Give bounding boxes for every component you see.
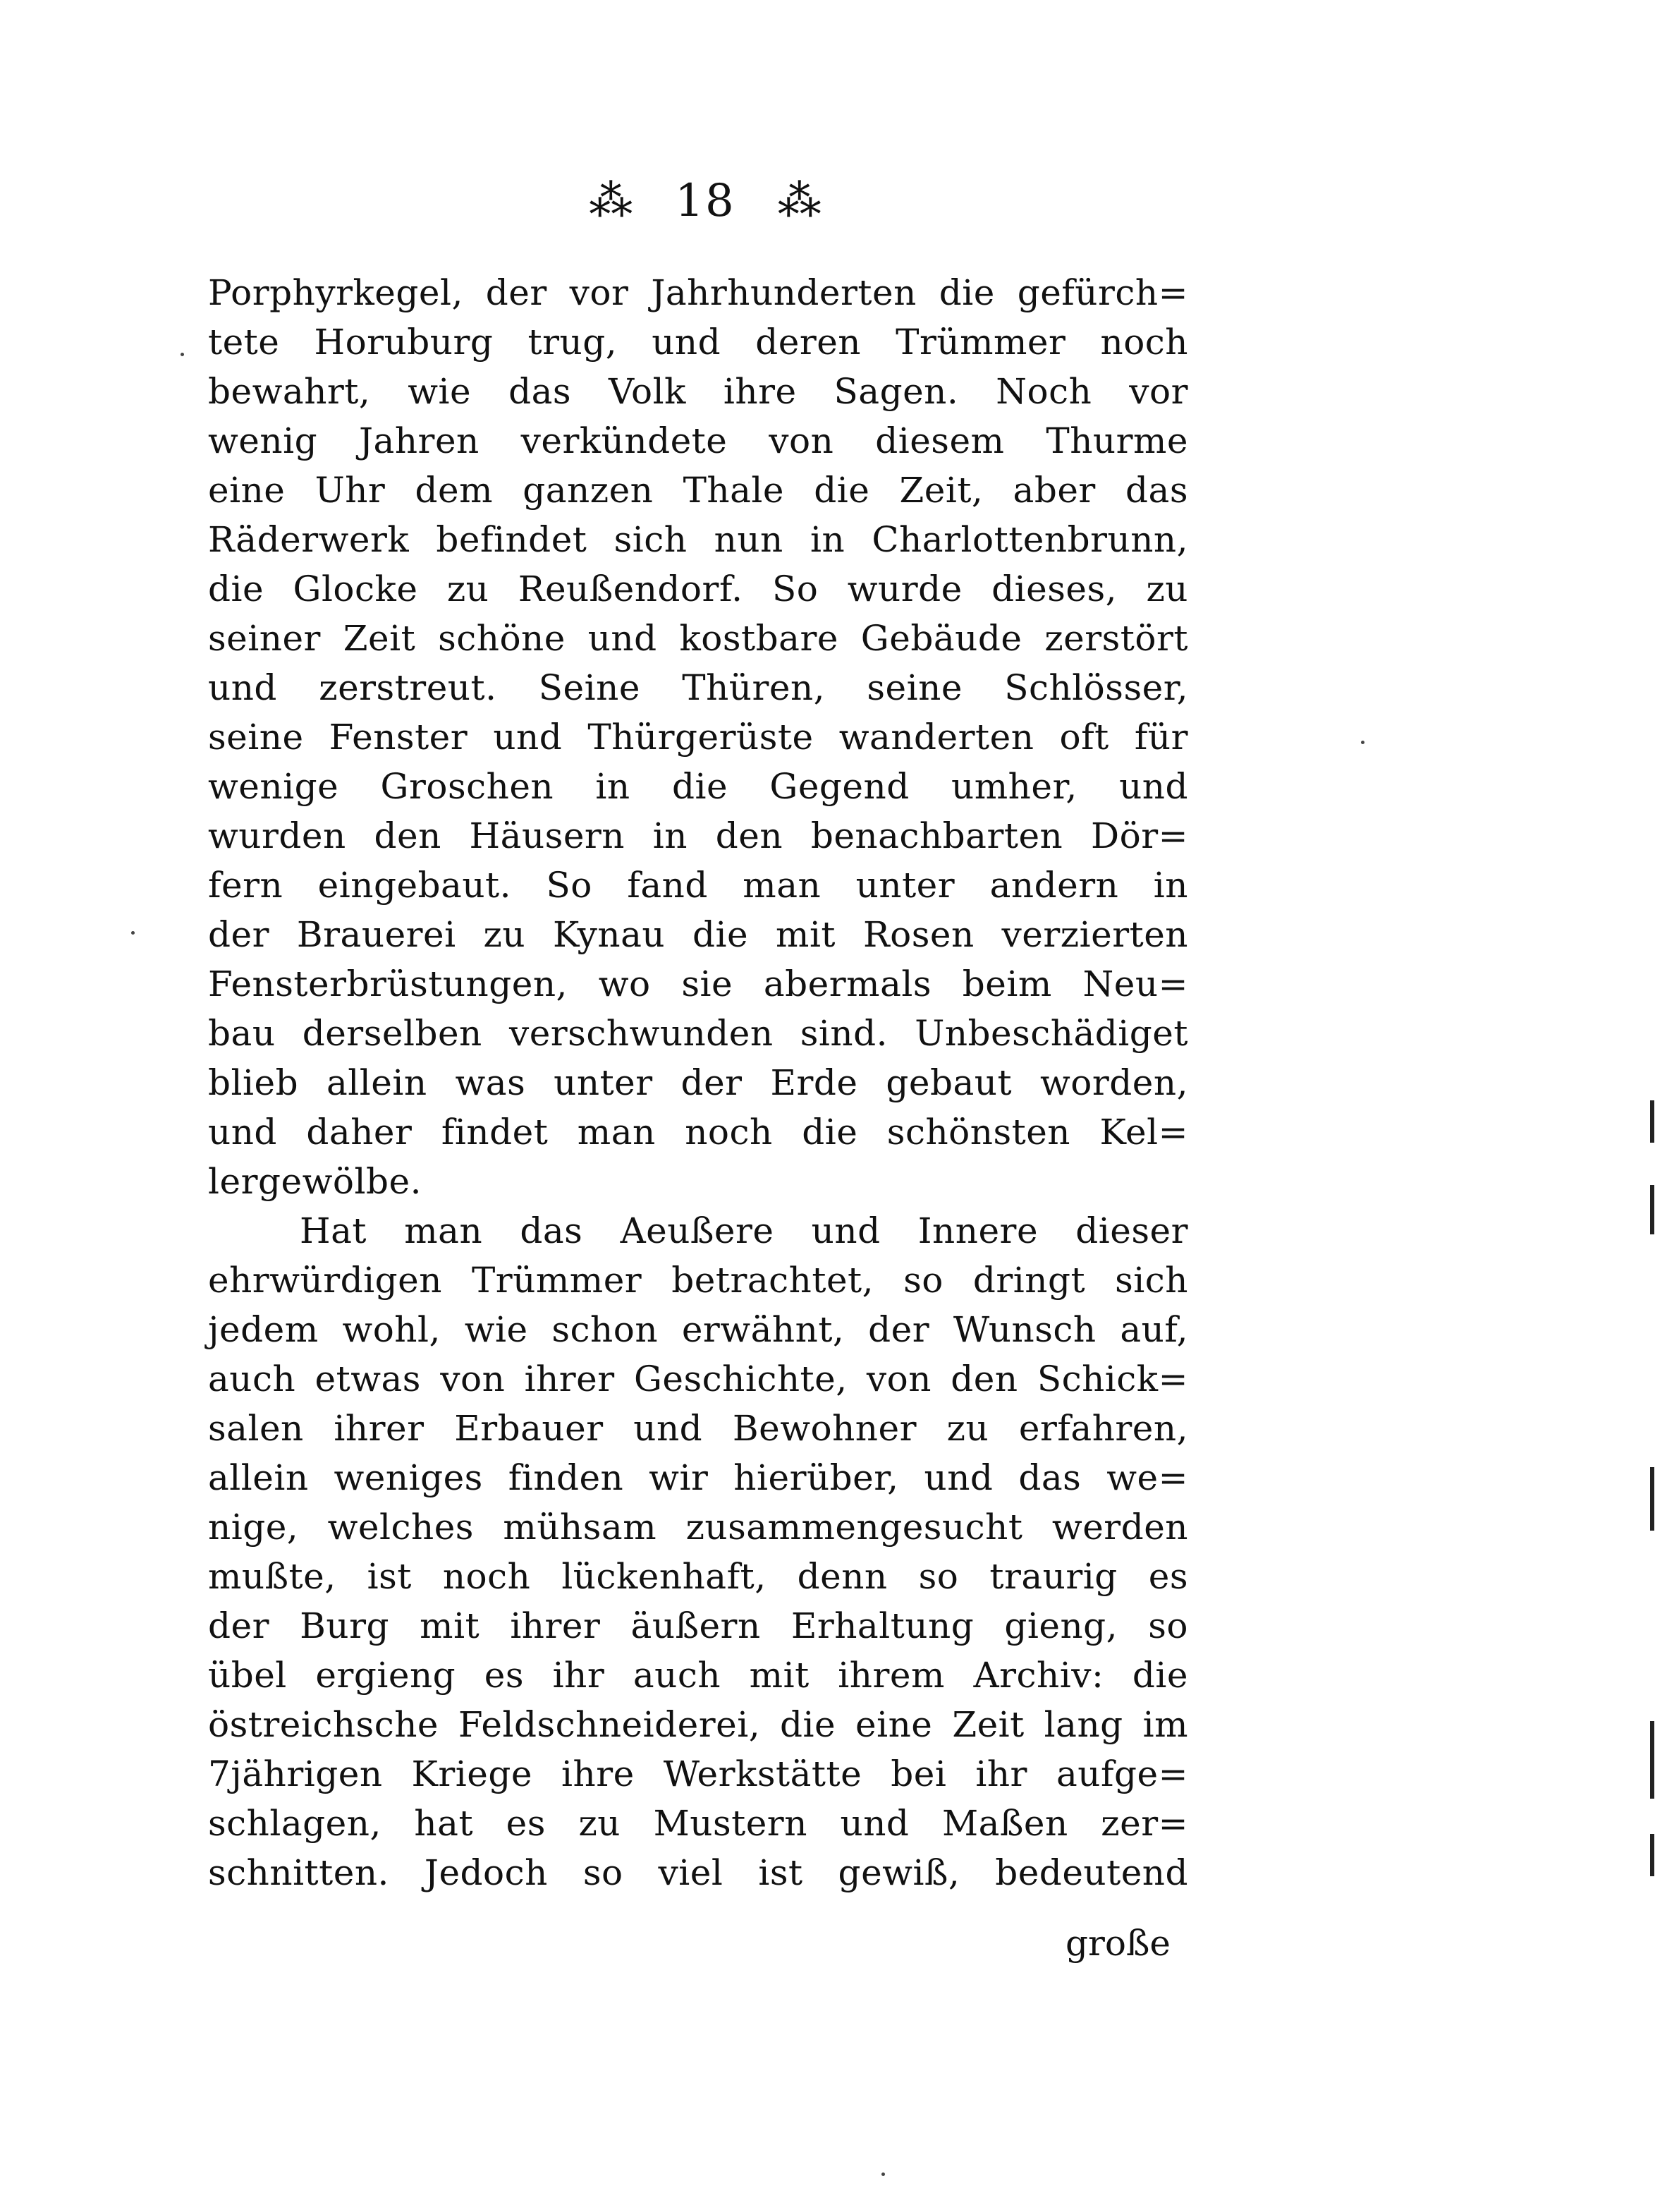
text-line: nige, welches mühsam zusammengesucht werden: [208, 1507, 1188, 1548]
text-line: auch etwas von ihrer Geschichte, von den Schick=: [208, 1359, 1188, 1399]
text-line: allein weniges finden wir hierüber, und das we=: [208, 1457, 1188, 1498]
text-line: östreichsche Feldschneiderei, die eine Zeit lang im: [208, 1704, 1188, 1745]
text-line: bewahrt, wie das Volk ihre Sagen. Noch vor: [208, 371, 1188, 412]
text-line: Räderwerk befindet sich nun in Charlottenbrunn,: [208, 519, 1188, 560]
text-line: 7jährigen Kriege ihre Werkstätte bei ihr aufge=: [208, 1754, 1188, 1794]
text-line: salen ihrer Erbauer und Bewohner zu erfahren,: [208, 1408, 1188, 1449]
text-line: ehrwürdigen Trümmer betrachtet, so dringt sich: [208, 1260, 1188, 1301]
text-line: der Burg mit ihrer äußern Erhaltung gieng, so: [208, 1605, 1188, 1646]
text-line: schlagen, hat es zu Mustern und Maßen zer=: [208, 1803, 1188, 1844]
text-line: seine Fenster und Thürgerüste wanderten oft für: [208, 717, 1188, 758]
left-ornament-icon: ⁂: [589, 175, 633, 226]
scan-speck: [181, 353, 184, 356]
text-line: wurden den Häusern in den benachbarten Dör=: [208, 815, 1188, 856]
text-line: jedem wohl, wie schon erwähnt, der Wunsch auf,: [208, 1309, 1188, 1350]
scan-edge-mark: [1650, 1834, 1654, 1876]
text-line: die Glocke zu Reußendorf. So wurde dieses, zu: [208, 569, 1188, 609]
text-line: Fensterbrüstungen, wo sie abermals beim Neu=: [208, 964, 1188, 1004]
scan-speck: [881, 2172, 885, 2176]
scan-edge-mark: [1650, 1100, 1654, 1143]
text-line: der Brauerei zu Kynau die mit Rosen verzierten: [208, 914, 1188, 955]
text-line: blieb allein was unter der Erde gebaut worden,: [208, 1062, 1188, 1103]
text-line: bau derselben verschwunden sind. Unbeschädiget: [208, 1013, 1188, 1054]
catchword: große: [1065, 1923, 1171, 1964]
text-line: und zerstreut. Seine Thüren, seine Schlösser,: [208, 667, 1188, 708]
text-line: fern eingebaut. So fand man unter andern in: [208, 865, 1188, 906]
scan-edge-mark: [1650, 1467, 1654, 1531]
text-line: wenig Jahren verkündete von diesem Thurme: [208, 420, 1188, 461]
paragraph-start-line: Hat man das Aeußere und Innere dieser: [300, 1210, 1188, 1251]
text-line: eine Uhr dem ganzen Thale die Zeit, aber das: [208, 470, 1188, 511]
right-ornament-icon: ⁂: [777, 175, 822, 226]
text-line: Porphyrkegel, der vor Jahrhunderten die gefürch=: [208, 272, 1188, 313]
scan-edge-mark: [1650, 1185, 1654, 1234]
text-line: mußte, ist noch lückenhaft, denn so traurig es: [208, 1556, 1188, 1597]
text-line: wenige Groschen in die Gegend umher, und: [208, 766, 1188, 807]
text-line: und daher findet man noch die schönsten Kel=: [208, 1112, 1188, 1153]
text-line: übel ergieng es ihr auch mit ihrem Archiv: die: [208, 1655, 1188, 1696]
body-text: [208, 268, 1188, 1897]
page-header: [564, 162, 846, 240]
page-number: 18: [675, 175, 735, 227]
text-line: schnitten. Jedoch so viel ist gewiß, bedeutend: [208, 1852, 1188, 1893]
text-line: tete Horuburg trug, und deren Trümmer noch: [208, 322, 1188, 363]
scan-speck: [131, 931, 135, 935]
scan-edge-mark: [1650, 1721, 1654, 1799]
paragraph-end-line: lergewölbe.: [208, 1161, 422, 1202]
scan-speck: [1361, 741, 1364, 744]
text-line: seiner Zeit schöne und kostbare Gebäude zerstört: [208, 618, 1188, 659]
